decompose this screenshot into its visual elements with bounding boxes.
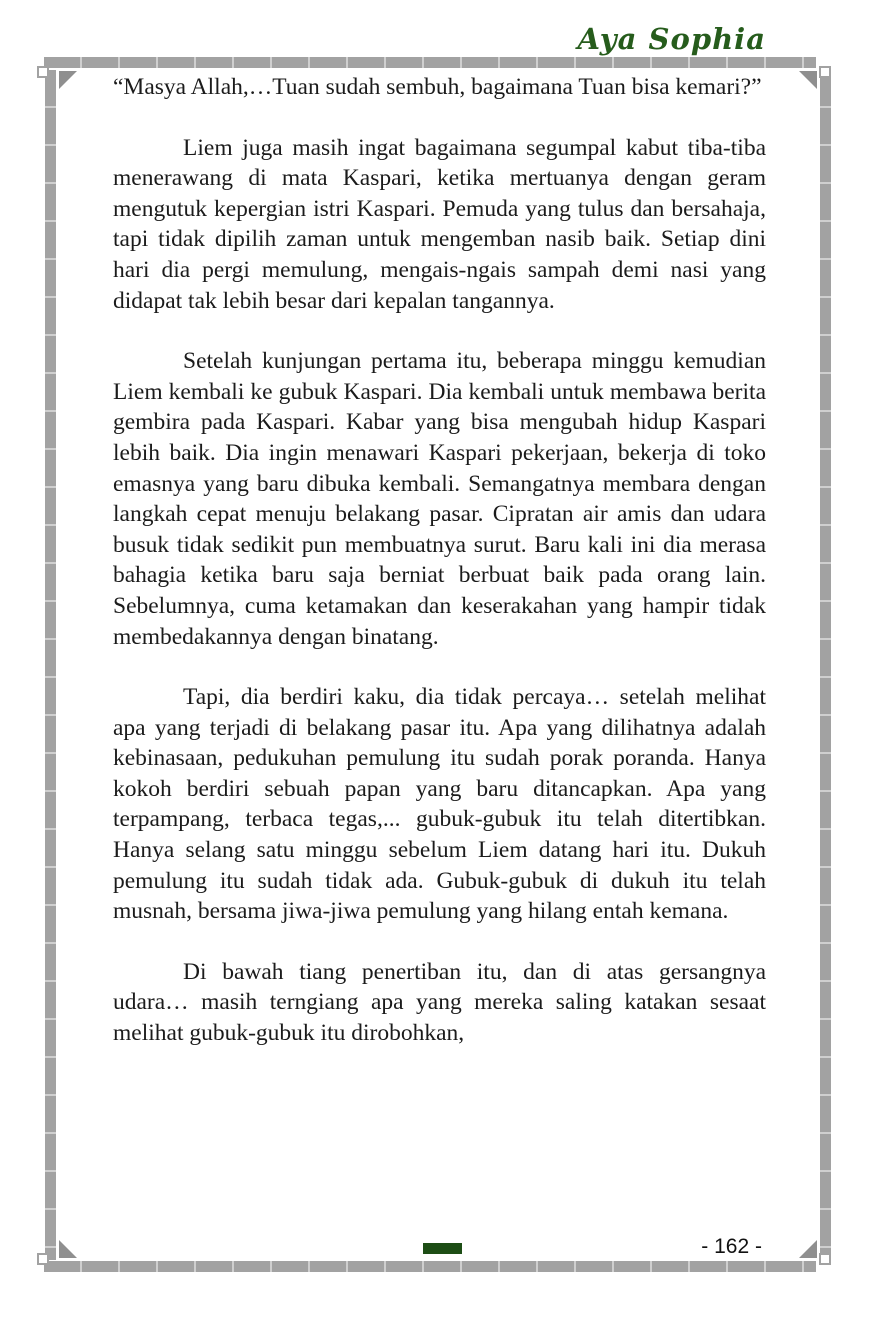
paragraph: Liem juga masih ingat bagaimana segumpal kabut tiba-tiba menerawang di mata Kaspari, ketika mertuanya dengan geram mengutuk kepergian istri Kaspari. Pemuda yang tulus dan bersahaja, tapi tidak dipilih zaman untuk mengemban nasib baik. Setiap dini hari dia pergi memulung, mengais-ngais sampah demi nasi yang didapat tak lebih besar dari kepalan tangannya. [113, 134, 766, 314]
corner-square-bottom-left [37, 1253, 49, 1265]
corner-triangle-bottom-right-icon [799, 1240, 817, 1258]
page-border-top [44, 57, 816, 68]
corner-triangle-top-left-icon [59, 71, 77, 89]
paragraph: “Masya Allah,…Tuan sudah sembuh, bagaimana Tuan bisa kemari?” [113, 74, 762, 100]
paragraph: Setelah kunjungan pertama itu, beberapa minggu kemudian Liem kembali ke gubuk Kaspari. Dia kembali untuk membawa berita gembira pada Kaspari. Kabar yang bisa mengubah hidup Kaspari lebih baik. Dia ingin menawari Kaspari pekerjaan, bekerja di toko emasnya yang baru dibuka kembali. Semangatnya membara dengan langkah cepat menuju belakang pasar. Cipratan air amis dan udara busuk tidak sedikit pun membuatnya surut. Baru kali ini dia merasa bahagia ketika baru saja berniat berbuat baik pada orang lain. Sebelumnya, cuma ketamakan dan keserakahan yang hampir tidak membedakannya dengan binatang. [113, 348, 766, 650]
corner-triangle-top-right-icon [799, 71, 817, 89]
paragraph: Di bawah tiang penertiban itu, dan di atas gersangnya udara… masih terngiang apa yang mereka saling katakan sesaat melihat gubuk-gubuk itu dirobohkan, [113, 958, 766, 1047]
running-header-title: Aya Sophia [577, 22, 766, 56]
corner-triangle-bottom-left-icon [59, 1240, 77, 1258]
section-divider [423, 1243, 462, 1254]
corner-square-top-right [819, 66, 831, 78]
body-text [113, 72, 766, 1079]
page-number: - 162 - [701, 1235, 762, 1258]
page-border-right [820, 70, 831, 1260]
corner-square-top-left [37, 66, 49, 78]
paragraph: Tapi, dia berdiri kaku, dia tidak percaya… setelah melihat apa yang terjadi di belakang pasar itu. Apa yang dilihatnya adalah kebinasaan, pedukuhan pemulung itu sudah porak poranda. Hanya kokoh berdiri sebuah papan yang baru ditancapkan. Apa yang terpampang, terbaca tegas,... gubuk-gubuk itu telah ditertibkan. Hanya selang satu minggu sebelum Liem datang hari itu. Dukuh pemulung itu sudah tidak ada. Gubuk-gubuk di dukuh itu telah musnah, bersama jiwa-jiwa pemulung yang hilang entah kemana. [113, 684, 766, 925]
corner-square-bottom-right [819, 1253, 831, 1265]
page-border-bottom [44, 1261, 816, 1272]
page-border-left [45, 70, 56, 1260]
